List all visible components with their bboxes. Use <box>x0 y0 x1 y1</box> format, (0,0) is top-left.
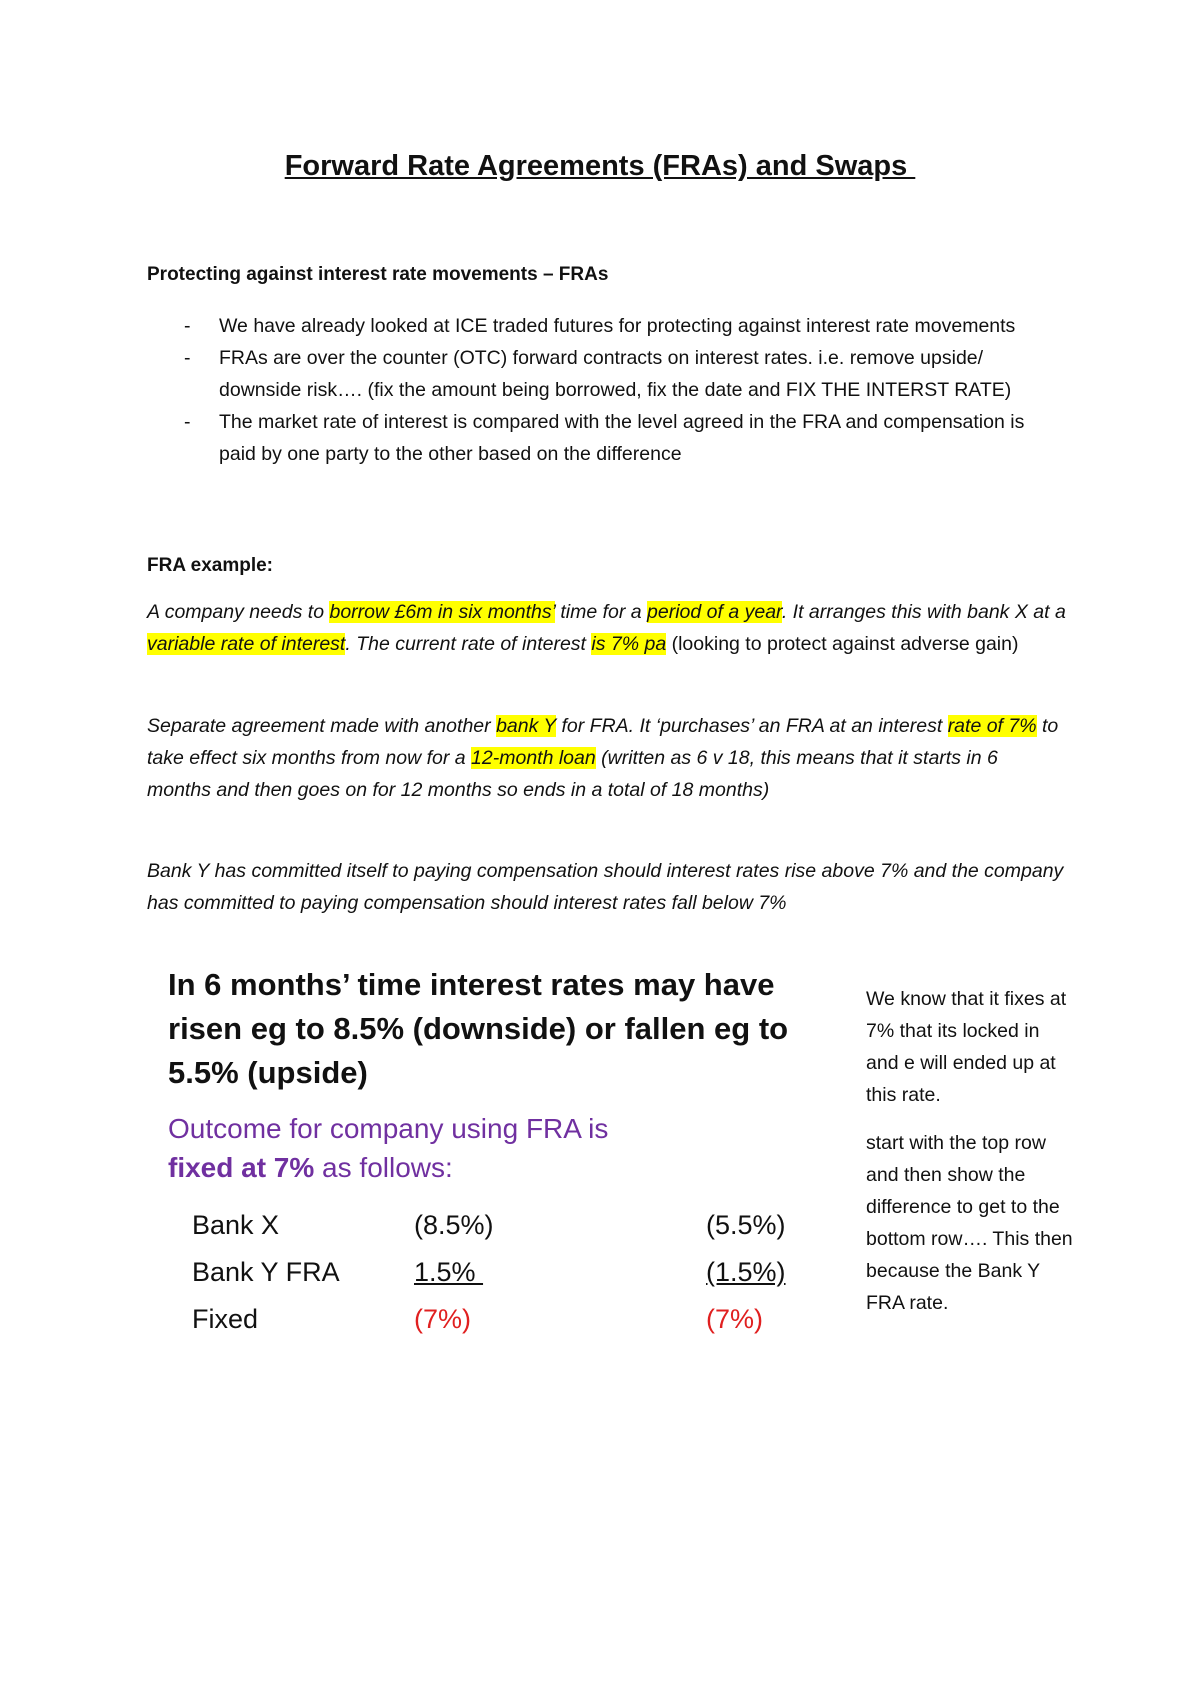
side-note <box>866 983 1076 1335</box>
row-label: Bank Y FRA <box>192 1257 340 1287</box>
cell-downside: 1.5% <box>414 1257 484 1287</box>
example-paragraph-1 <box>147 596 1067 660</box>
row-label: Fixed <box>192 1304 259 1334</box>
cell-downside: (8.5%) <box>414 1210 494 1240</box>
highlighted-text: rate of 7% <box>947 715 1037 737</box>
highlighted-text: 12-month loan <box>471 747 596 769</box>
cell-upside: (7%) <box>706 1304 764 1334</box>
example-heading: FRA example: <box>147 555 273 576</box>
para-text: time for a <box>554 601 648 623</box>
highlighted-text: variable rate of interest <box>147 633 346 655</box>
para-text: A company needs to <box>147 601 330 623</box>
bullet-item <box>147 342 1047 406</box>
cell-downside: (7%) <box>414 1304 472 1334</box>
slide-sub-text: Outcome for company using FRA is <box>168 1113 609 1144</box>
example-paragraph-2 <box>147 710 1067 806</box>
bullet-item <box>147 406 1047 470</box>
side-note-paragraph: We know that it fixes at 7% that its locked in and e will ended up at this rate. <box>866 988 1067 1106</box>
highlighted-text: period of a year <box>647 601 782 623</box>
slide-sub-text: as follows: <box>314 1152 453 1183</box>
slide-excerpt <box>168 963 848 1187</box>
dash-bullet-icon: - <box>184 411 191 433</box>
para-text: Separate agreement made with another <box>147 715 497 737</box>
bullet-item <box>147 310 1047 342</box>
highlighted-text: borrow £6m in six months’ <box>329 601 555 623</box>
highlighted-text: bank Y <box>496 715 557 737</box>
page-title: Forward Rate Agreements (FRAs) and Swaps <box>284 150 916 182</box>
dash-bullet-icon: - <box>184 347 191 369</box>
dash-bullet-icon: - <box>184 315 191 337</box>
section-heading-fras: Protecting against interest rate movements – FRAs <box>147 264 609 285</box>
slide-subheading <box>168 1109 848 1187</box>
para-text: (written as 6 v 18, this means that it starts in 6 months and then goes on for 12 months so ends in a total of 18 months) <box>147 747 998 801</box>
cell-upside: (5.5%) <box>706 1210 786 1240</box>
slide-heading: In 6 months’ time interest rates may have risen eg to 8.5% (downside) or fallen eg to 5.5% (upside) <box>168 967 789 1090</box>
para-text: . The current rate of interest <box>345 633 592 655</box>
para-text: to take effect six months from now for a <box>147 715 1059 769</box>
bullet-text: FRAs are over the counter (OTC) forward contracts on interest rates. i.e. remove upside/ downside risk…. (fix the amount being borrowed, fix the date and FIX THE INTERST RATE) <box>219 347 1012 401</box>
example-paragraph-3: Bank Y has committed itself to paying compensation should interest rates rise above 7% and the company has committed to paying compensation should interest rates fall below 7% <box>147 860 1064 914</box>
bullet-list <box>147 310 1047 470</box>
slide-sub-bold: fixed at 7% <box>168 1152 315 1183</box>
para-text: for FRA. It ‘purchases’ an FRA at an interest <box>556 715 948 737</box>
bullet-text: We have already looked at ICE traded futures for protecting against interest rate movements <box>219 315 1016 337</box>
bullet-text: The market rate of interest is compared with the level agreed in the FRA and compensation is paid by one party to the other based on the difference <box>219 411 1025 465</box>
para-text: . It arranges this with bank X at a <box>781 601 1066 623</box>
cell-upside: (1.5%) <box>706 1257 786 1287</box>
side-note-paragraph: start with the top row and then show the difference to get to the bottom row…. This then because the Bank Y FRA rate. <box>866 1132 1073 1314</box>
highlighted-text: is 7% pa <box>591 633 667 655</box>
row-label: Bank X <box>192 1210 280 1240</box>
para-text: (looking to protect against adverse gain) <box>666 633 1019 655</box>
